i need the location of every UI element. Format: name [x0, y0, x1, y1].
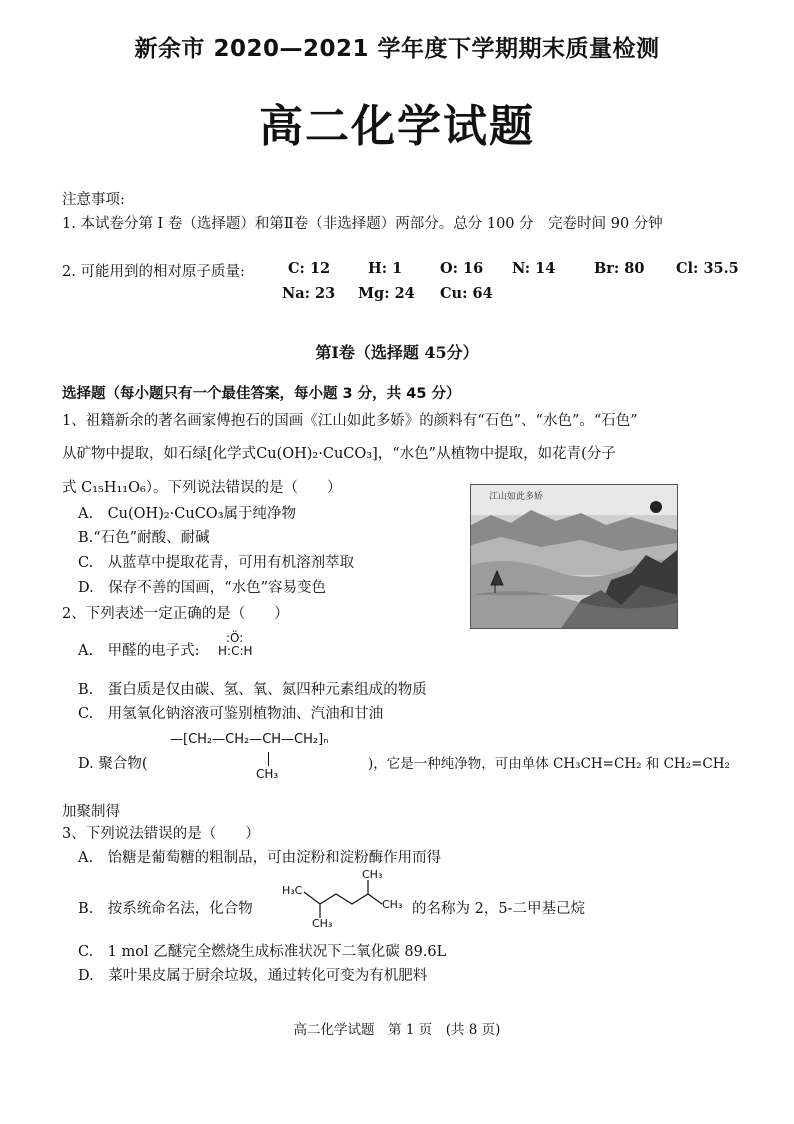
ch3-top-label: CH₃	[362, 868, 383, 881]
mass-o: O: 16	[440, 260, 484, 277]
q1-stem-line1: 1、祖籍新余的著名画家傅抱石的国画《江山如此多娇》的颜料有“石色”、“水色”。“石色”	[62, 413, 638, 429]
ch3-bottom-label: CH₃	[312, 917, 333, 930]
mass-c: C: 12	[288, 260, 331, 277]
landscape-painting	[470, 484, 678, 629]
painting-caption: 江山如此多娇	[489, 492, 544, 502]
q2-option-d-cont: 加聚制得	[62, 804, 120, 820]
section-title: 第Ⅰ卷（选择题 45分）	[315, 343, 479, 362]
formaldehyde-row: H:C:H	[218, 644, 253, 658]
ch3-right-label: CH₃	[382, 898, 403, 911]
q1-stem-line2: 从矿物中提取，如石绿[化学式Cu(OH)₂·CuCO₃]，“水色”从植物中提取，如花青(分子	[62, 446, 616, 462]
q2-option-d-suffix: )，它是一种纯净物，可由单体 CH₃CH=CH₂ 和 CH₂=CH₂	[368, 756, 730, 772]
q3-stem: 3、下列说法错误的是（ ）	[62, 826, 260, 842]
q2-option-b: B. 蛋白质是仅由碳、氢、氧、氮四种元素组成的物质	[78, 682, 427, 698]
q3-option-d: D. 菜叶果皮属于厨余垃圾，通过转化可变为有机肥料	[78, 968, 428, 984]
formaldehyde-o: :Ö:	[226, 631, 244, 645]
q2-option-c: C. 用氢氧化钠溶液可鉴别植物油、汽油和甘油	[78, 706, 384, 722]
mass-cl: Cl: 35.5	[676, 260, 739, 277]
section-instructions: 选择题（每小题只有一个最佳答案，每小题 3 分，共 45 分）	[62, 386, 461, 402]
q1-option-a: A. Cu(OH)₂·CuCO₃属于纯净物	[78, 506, 297, 522]
painting-image	[471, 485, 677, 628]
q1-option-c: C. 从蓝草中提取花青，可用有机溶剂萃取	[78, 555, 355, 571]
formaldehyde-electron-formula	[218, 632, 253, 658]
mass-na: Na: 23	[282, 285, 336, 302]
polymer-formula: —[CH₂—CH₂—CH—CH₂]ₙ	[170, 732, 329, 747]
polymer-branch: CH₃	[256, 767, 279, 781]
notes-item-2: 2. 可能用到的相对原子质量:	[62, 264, 245, 280]
mass-h: H: 1	[368, 260, 403, 277]
q3-option-b-prefix: B. 按系统命名法，化合物	[78, 901, 253, 917]
polymer-branch-bond	[268, 752, 269, 766]
q2-option-d-prefix: D. 聚合物(	[78, 756, 148, 772]
q2-option-a: A. 甲醛的电子式:	[78, 643, 200, 659]
q3-option-b-suffix: 的名称为 2，5-二甲基己烷	[412, 901, 585, 917]
mass-cu: Cu: 64	[440, 285, 493, 302]
q3-option-a: A. 饴糖是葡萄糖的粗制品，可由淀粉和淀粉酶作用而得	[78, 850, 442, 866]
exam-title: 新余市 2020—2021 学年度下学期期末质量检测	[134, 36, 660, 62]
notes-item-1: 1. 本试卷分第 I 卷（选择题）和第Ⅱ卷（非选择题）两部分。总分 100 分 完卷时间 90 分钟	[62, 216, 663, 232]
q3-option-c: C. 1 mol 乙醚完全燃烧生成标准状况下二氧化碳 89.6L	[78, 944, 447, 960]
h3c-label: H₃C	[282, 884, 303, 897]
q1-stem-line3: 式 C₁₅H₁₁O₆）。下列说法错误的是（ ）	[62, 480, 342, 496]
notes-heading: 注意事项:	[62, 192, 125, 208]
q1-option-b: B.“石色”耐酸、耐碱	[78, 530, 210, 546]
subject-title: 高二化学试题	[259, 101, 535, 152]
mass-br: Br: 80	[594, 260, 645, 277]
page-footer: 高二化学试题 第 1 页 (共 8 页)	[293, 1022, 501, 1038]
q2-stem: 2、下列表述一定正确的是（ ）	[62, 606, 289, 622]
mass-n: N: 14	[512, 260, 556, 277]
mass-mg: Mg: 24	[358, 285, 415, 302]
dimethylhexane-structure	[282, 870, 412, 930]
q1-option-d: D. 保存不善的国画，“水色”容易变色	[78, 580, 327, 596]
